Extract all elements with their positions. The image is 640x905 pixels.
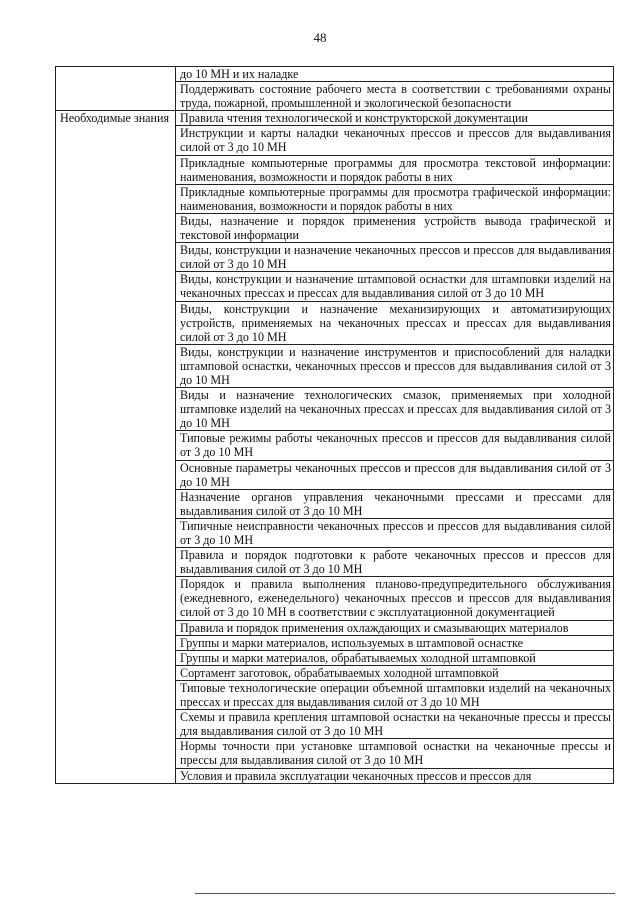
knowledge-item: Виды, назначение и порядок применения устройств вывода графической и текстовой информации — [176, 213, 614, 242]
knowledge-item: Правила и порядок подготовки к работе чеканочных прессов и прессов для выдавливания силой от 3 до 10 МН — [176, 548, 614, 577]
knowledge-item: Виды, конструкции и назначение инструментов и приспособлений для наладки штамповой оснастки, чеканочных прессов и прессов для выдавливания силой от 3 до 10 МН — [176, 344, 614, 387]
knowledge-item: Схемы и правила крепления штамповой оснастки на чеканочные прессы и прессы для выдавливания силой от 3 до 10 МН — [176, 710, 614, 739]
knowledge-item: Типичные неисправности чеканочных прессов и прессов для выдавливания силой от 3 до 10 МН — [176, 518, 614, 547]
knowledge-item: Порядок и правила выполнения планово-предупредительного обслуживания (ежедневного, еженедельного) чеканочных прессов и прессов для выдавливания силой от 3 до 10 МН в соответствии с эксплуатационной документацией — [176, 577, 614, 620]
knowledge-item: Виды, конструкции и назначение чеканочных прессов и прессов для выдавливания силой от 3 до 10 МН — [176, 243, 614, 272]
knowledge-item: Группы и марки материалов, используемых в штамповой оснастке — [176, 635, 614, 650]
table-row — [56, 111, 614, 126]
knowledge-item: Условия и правила эксплуатации чеканочных прессов и прессов для — [176, 768, 614, 783]
page-bottom-rule — [195, 893, 615, 894]
knowledge-item: Назначение органов управления чеканочными прессами и прессами для выдавливания силой от 3 до 10 МН — [176, 489, 614, 518]
competency-table — [55, 66, 614, 784]
knowledge-item: Основные параметры чеканочных прессов и прессов для выдавливания силой от 3 до 10 МН — [176, 460, 614, 489]
knowledge-item: Нормы точности при установке штамповой оснастки на чеканочные прессы и прессы для выдавливания силой от 3 до 10 МН — [176, 739, 614, 768]
knowledge-item: Виды и назначение технологических смазок, применяемых при холодной штамповке изделий на чеканочных прессах и прессах для выдавливания силой от 3 до 10 МН — [176, 388, 614, 431]
knowledge-item: Правила и порядок применения охлаждающих и смазывающих материалов — [176, 620, 614, 635]
row-label-knowledge: Необходимые знания — [56, 111, 176, 783]
knowledge-item: Инструкции и карты наладки чеканочных прессов и прессов для выдавливания силой от 3 до 10 МН — [176, 126, 614, 155]
knowledge-item: Типовые технологические операции объемной штамповки изделий на чеканочных прессах и прессах для выдавливания силой от 3 до 10 МН — [176, 680, 614, 709]
table-cell-empty — [56, 67, 176, 111]
table-row — [56, 67, 614, 82]
table-cell-text: до 10 МН и их наладке — [176, 67, 614, 82]
page-number: 48 — [313, 30, 327, 45]
knowledge-item: Правила чтения технологической и конструкторской документации — [176, 111, 614, 126]
knowledge-item: Группы и марки материалов, обрабатываемых холодной штамповкой — [176, 650, 614, 665]
knowledge-item: Сортамент заготовок, обрабатываемых холодной штамповкой — [176, 665, 614, 680]
knowledge-item: Прикладные компьютерные программы для просмотра текстовой информации: наименования, возможности и порядок работы в них — [176, 155, 614, 184]
knowledge-item: Прикладные компьютерные программы для просмотра графической информации: наименования, возможности и порядок работы в них — [176, 184, 614, 213]
knowledge-item: Виды, конструкции и назначение штамповой оснастки для штамповки изделий на чеканочных прессах и прессах для выдавливания силой от 3 до 10 МН — [176, 272, 614, 301]
knowledge-item: Виды, конструкции и назначение механизирующих и автоматизирующих устройств, применяемых на чеканочных прессах и прессах для выдавливания силой от 3 до 10 МН — [176, 301, 614, 344]
knowledge-item: Типовые режимы работы чеканочных прессов и прессов для выдавливания силой от 3 до 10 МН — [176, 431, 614, 460]
table-cell-text: Поддерживать состояние рабочего места в соответствии с требованиями охраны труда, пожарной, промышленной и экологической безопасности — [176, 82, 614, 111]
